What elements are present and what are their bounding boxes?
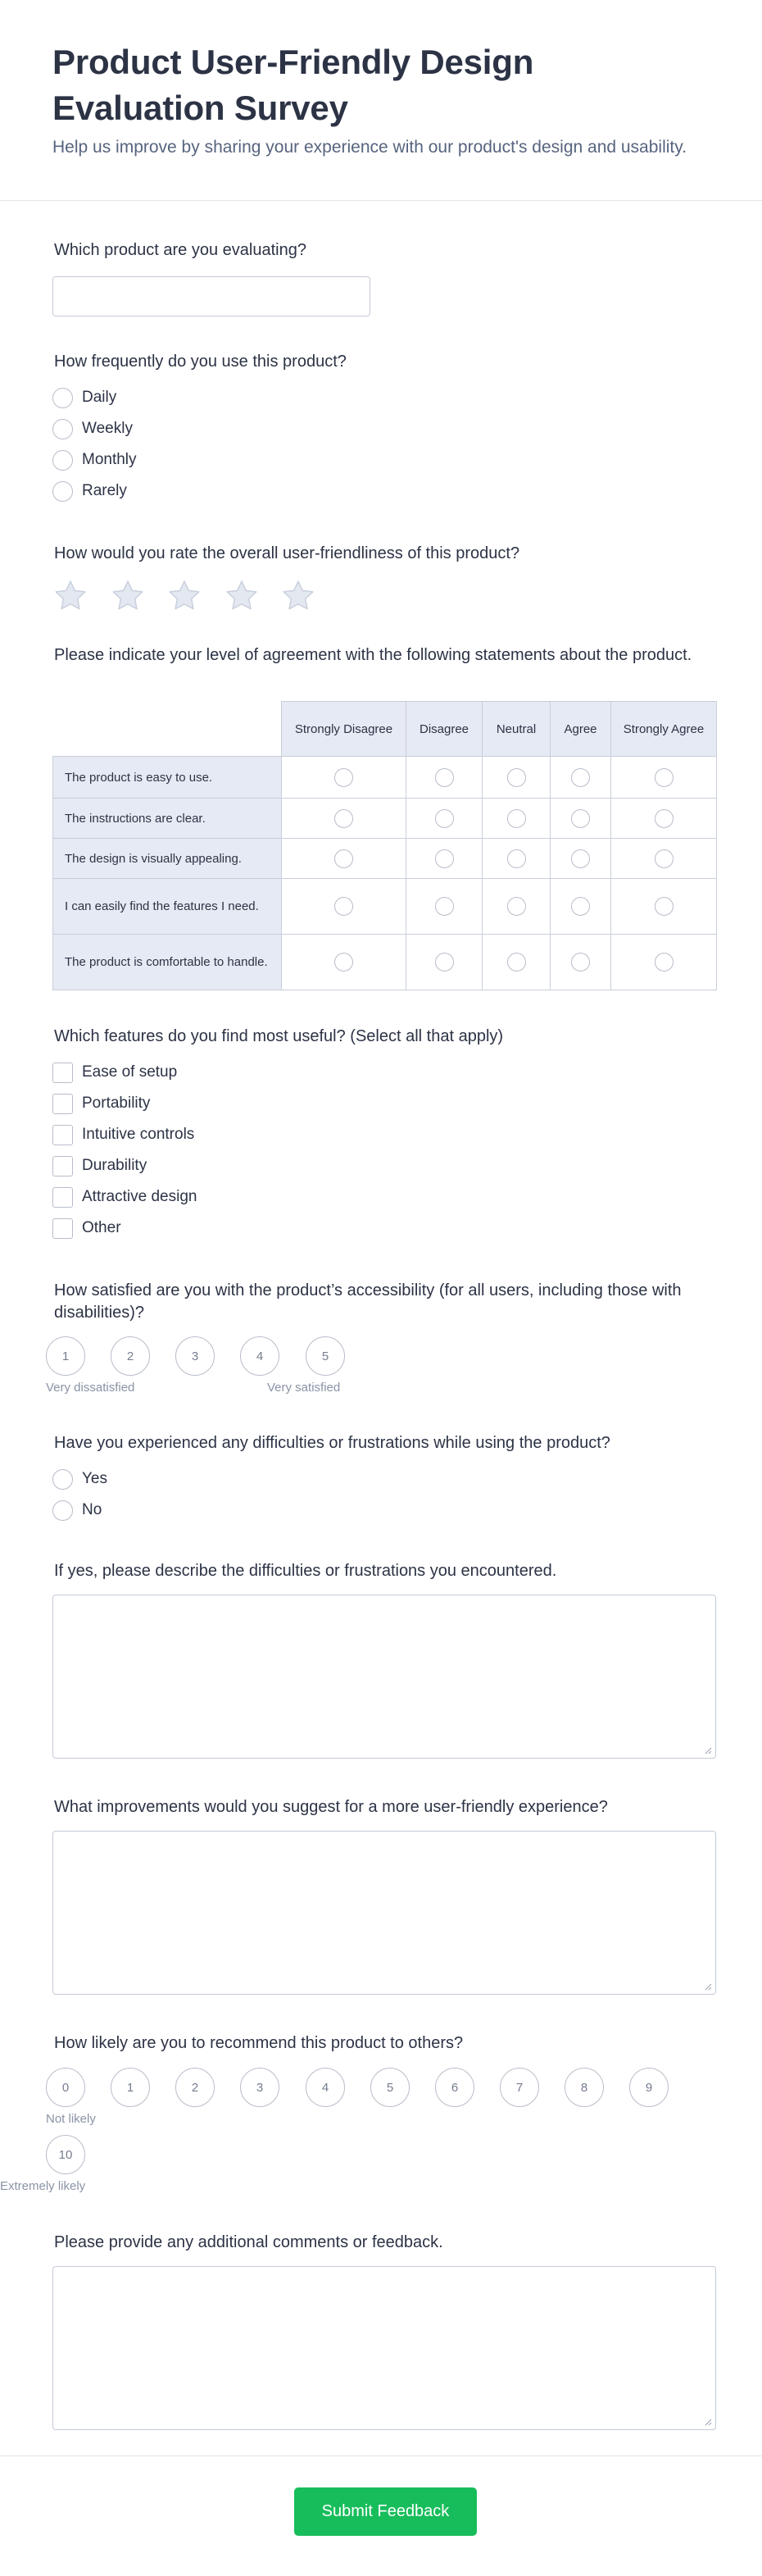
question-rating [54, 543, 718, 565]
matrix-column-header: Agree [551, 702, 611, 757]
checkbox[interactable] [52, 1156, 73, 1176]
question-describe-difficulties [54, 1560, 718, 1582]
matrix-cell[interactable] [282, 935, 406, 990]
checkbox[interactable] [52, 1218, 73, 1239]
matrix-row-label: The design is visually appealing. [53, 839, 282, 879]
checkbox-option-intuitive-controls[interactable] [52, 1123, 194, 1146]
matrix-cell[interactable] [406, 757, 483, 799]
option-label: Attractive design [82, 1188, 197, 1205]
checkbox[interactable] [52, 1063, 73, 1083]
radio-option-monthly[interactable] [52, 448, 137, 471]
product-input[interactable] [52, 276, 370, 316]
matrix-cell[interactable] [282, 799, 406, 839]
matrix-cell[interactable] [406, 799, 483, 839]
radio-button[interactable] [52, 1469, 73, 1490]
radio-option-rarely[interactable] [52, 480, 127, 503]
matrix-row [53, 879, 717, 935]
matrix-cell[interactable] [551, 879, 611, 935]
option-label: Durability [82, 1157, 147, 1174]
matrix-corner [53, 702, 282, 757]
matrix-cell[interactable] [406, 935, 483, 990]
checkbox[interactable] [52, 1125, 73, 1145]
checkbox-option-ease-of-setup[interactable] [52, 1061, 177, 1084]
matrix-row [53, 757, 717, 799]
matrix-cell[interactable] [611, 879, 717, 935]
question-label: Please indicate your level of agreement with the following statements about the product. [54, 646, 692, 664]
star-icon[interactable] [166, 578, 202, 614]
question-label: If yes, please describe the difficulties or frustrations you encountered. [54, 1562, 557, 1580]
scale-option-1[interactable]: 1 [111, 2068, 150, 2107]
radio-button[interactable] [334, 897, 353, 916]
radio-button[interactable] [334, 809, 353, 828]
matrix-header-row [53, 702, 717, 757]
matrix-cell[interactable] [483, 935, 551, 990]
question-label: Have you experienced any difficulties or frustrations while using the product? [54, 1434, 610, 1452]
radio-button[interactable] [334, 953, 353, 972]
radio-button[interactable] [571, 953, 590, 972]
radio-button[interactable] [507, 809, 526, 828]
radio-button[interactable] [507, 849, 526, 868]
comments-textarea[interactable] [52, 2266, 716, 2430]
radio-button[interactable] [655, 897, 674, 916]
question-improvements [54, 1796, 718, 1818]
matrix-cell[interactable] [282, 839, 406, 879]
matrix-row-label: I can easily find the features I need. [53, 879, 282, 935]
radio-option-weekly[interactable] [52, 417, 133, 440]
question-label: Please provide any additional comments or feedback. [54, 2233, 443, 2251]
scale-low-label: Not likely [46, 2112, 96, 2126]
scale-option-2[interactable]: 2 [111, 1336, 150, 1376]
improvements-textarea[interactable] [52, 1831, 716, 1995]
matrix-cell[interactable] [611, 757, 717, 799]
radio-button[interactable] [52, 388, 73, 408]
radio-button[interactable] [435, 953, 454, 972]
matrix-row-label: The product is comfortable to handle. [53, 935, 282, 990]
radio-button[interactable] [571, 897, 590, 916]
radio-button[interactable] [507, 768, 526, 787]
radio-button[interactable] [52, 481, 73, 502]
matrix-column-header: Disagree [406, 702, 483, 757]
question-accessibility [54, 1280, 718, 1324]
option-label: Monthly [82, 451, 137, 468]
option-label: Other [82, 1219, 121, 1236]
radio-button[interactable] [52, 450, 73, 471]
matrix-cell[interactable] [611, 839, 717, 879]
radio-button[interactable] [655, 768, 674, 787]
question-agreement [54, 644, 718, 667]
matrix-column-header: Strongly Agree [611, 702, 717, 757]
radio-button[interactable] [507, 897, 526, 916]
option-label: Daily [82, 389, 117, 406]
resize-grip-icon[interactable] [704, 1982, 712, 1991]
question-label: How frequently do you use this product? [54, 353, 347, 371]
question-recommend [54, 2032, 718, 2055]
matrix-cell[interactable] [611, 935, 717, 990]
option-label: No [82, 1501, 102, 1518]
matrix-cell[interactable] [551, 799, 611, 839]
scale-option-5[interactable]: 5 [370, 2068, 410, 2107]
scale-high-label: Very satisfied [267, 1381, 341, 1395]
matrix-row [53, 935, 717, 990]
resize-grip-icon[interactable] [704, 1746, 712, 1755]
radio-option-daily[interactable] [52, 386, 116, 409]
scale-option-3[interactable]: 3 [175, 1336, 215, 1376]
scale-option-9[interactable]: 9 [629, 2068, 669, 2107]
radio-button[interactable] [655, 953, 674, 972]
scale-high-label: Extremely likely [0, 2179, 86, 2193]
footer-divider [0, 2455, 762, 2456]
scale-option-10[interactable]: 10 [46, 2135, 85, 2174]
question-product-label [54, 239, 718, 262]
radio-button[interactable] [571, 809, 590, 828]
matrix-cell[interactable] [282, 879, 406, 935]
matrix-cell[interactable] [551, 935, 611, 990]
matrix-cell[interactable] [282, 757, 406, 799]
star-icon[interactable] [280, 578, 316, 614]
submit-button[interactable]: Submit Feedback [294, 2487, 477, 2536]
option-label: Ease of setup [82, 1063, 178, 1081]
checkbox-option-durability[interactable] [52, 1154, 147, 1177]
matrix-cell[interactable] [406, 839, 483, 879]
scale-low-label: Very dissatisfied [46, 1381, 135, 1395]
agreement-matrix [52, 701, 717, 990]
question-difficulties [54, 1432, 718, 1454]
question-label: How satisfied are you with the product’s accessibility (for all users, including those with disabilities)? [54, 1281, 682, 1322]
matrix-cell[interactable] [483, 879, 551, 935]
question-label: How would you rate the overall user-friendliness of this product? [54, 544, 520, 562]
radio-button[interactable] [334, 768, 353, 787]
matrix-cell[interactable] [551, 839, 611, 879]
checkbox[interactable] [52, 1187, 73, 1208]
radio-button[interactable] [435, 849, 454, 868]
question-label: Which product are you evaluating? [54, 241, 306, 259]
matrix-column-header: Neutral [483, 702, 551, 757]
scale-option-6[interactable]: 6 [435, 2068, 474, 2107]
scale-option-4[interactable]: 4 [306, 2068, 345, 2107]
option-label: Rarely [82, 482, 127, 499]
scale-option-3[interactable]: 3 [240, 2068, 279, 2107]
question-frequency [54, 351, 718, 373]
matrix-row-label: The instructions are clear. [53, 799, 282, 839]
checkbox-option-attractive-design[interactable] [52, 1186, 197, 1208]
scale-option-4[interactable]: 4 [240, 1336, 279, 1376]
star-rating [52, 578, 338, 614]
option-label: Yes [82, 1470, 107, 1487]
radio-button[interactable] [655, 849, 674, 868]
radio-button[interactable] [435, 897, 454, 916]
radio-button[interactable] [571, 768, 590, 787]
scale-option-1[interactable]: 1 [46, 1336, 85, 1376]
question-label: How likely are you to recommend this product to others? [54, 2034, 464, 2052]
matrix-row [53, 839, 717, 879]
option-label: Weekly [82, 420, 133, 437]
scale-option-0[interactable]: 0 [46, 2068, 85, 2107]
radio-button[interactable] [507, 953, 526, 972]
scale-option-2[interactable]: 2 [175, 2068, 215, 2107]
star-icon[interactable] [52, 578, 88, 614]
scale-option-7[interactable]: 7 [500, 2068, 539, 2107]
matrix-cell[interactable] [483, 799, 551, 839]
radio-button[interactable] [435, 809, 454, 828]
question-label: Which features do you find most useful? (Select all that apply) [54, 1027, 504, 1045]
radio-option-yes[interactable] [52, 1468, 107, 1491]
matrix-cell[interactable] [483, 757, 551, 799]
scale-option-8[interactable]: 8 [565, 2068, 604, 2107]
difficulties-textarea[interactable] [52, 1595, 716, 1759]
matrix-row [53, 799, 717, 839]
radio-option-no[interactable] [52, 1499, 102, 1522]
matrix-cell[interactable] [611, 799, 717, 839]
star-icon[interactable] [110, 578, 146, 614]
radio-button[interactable] [52, 1500, 73, 1521]
resize-grip-icon[interactable] [704, 2418, 712, 2426]
option-label: Portability [82, 1095, 151, 1112]
radio-button[interactable] [435, 768, 454, 787]
matrix-cell[interactable] [483, 839, 551, 879]
form-header [0, 0, 762, 201]
question-features [54, 1026, 718, 1048]
checkbox-option-portability[interactable] [52, 1092, 150, 1115]
matrix-column-header: Strongly Disagree [282, 702, 406, 757]
radio-button[interactable] [334, 849, 353, 868]
page-title: Product User-Friendly Design Evaluation Survey [52, 43, 534, 127]
checkbox[interactable] [52, 1094, 73, 1114]
star-icon[interactable] [224, 578, 260, 614]
page-subtitle: Help us improve by sharing your experience with our product's design and usability. [52, 138, 687, 157]
question-label: What improvements would you suggest for a more user-friendly experience? [54, 1798, 608, 1816]
radio-button[interactable] [52, 419, 73, 439]
matrix-cell[interactable] [551, 757, 611, 799]
question-comments [54, 2232, 718, 2254]
radio-button[interactable] [655, 809, 674, 828]
checkbox-option-other[interactable] [52, 1217, 121, 1240]
option-label: Intuitive controls [82, 1126, 195, 1143]
matrix-row-label: The product is easy to use. [53, 757, 282, 799]
scale-option-5[interactable]: 5 [306, 1336, 345, 1376]
radio-button[interactable] [571, 849, 590, 868]
matrix-cell[interactable] [406, 879, 483, 935]
